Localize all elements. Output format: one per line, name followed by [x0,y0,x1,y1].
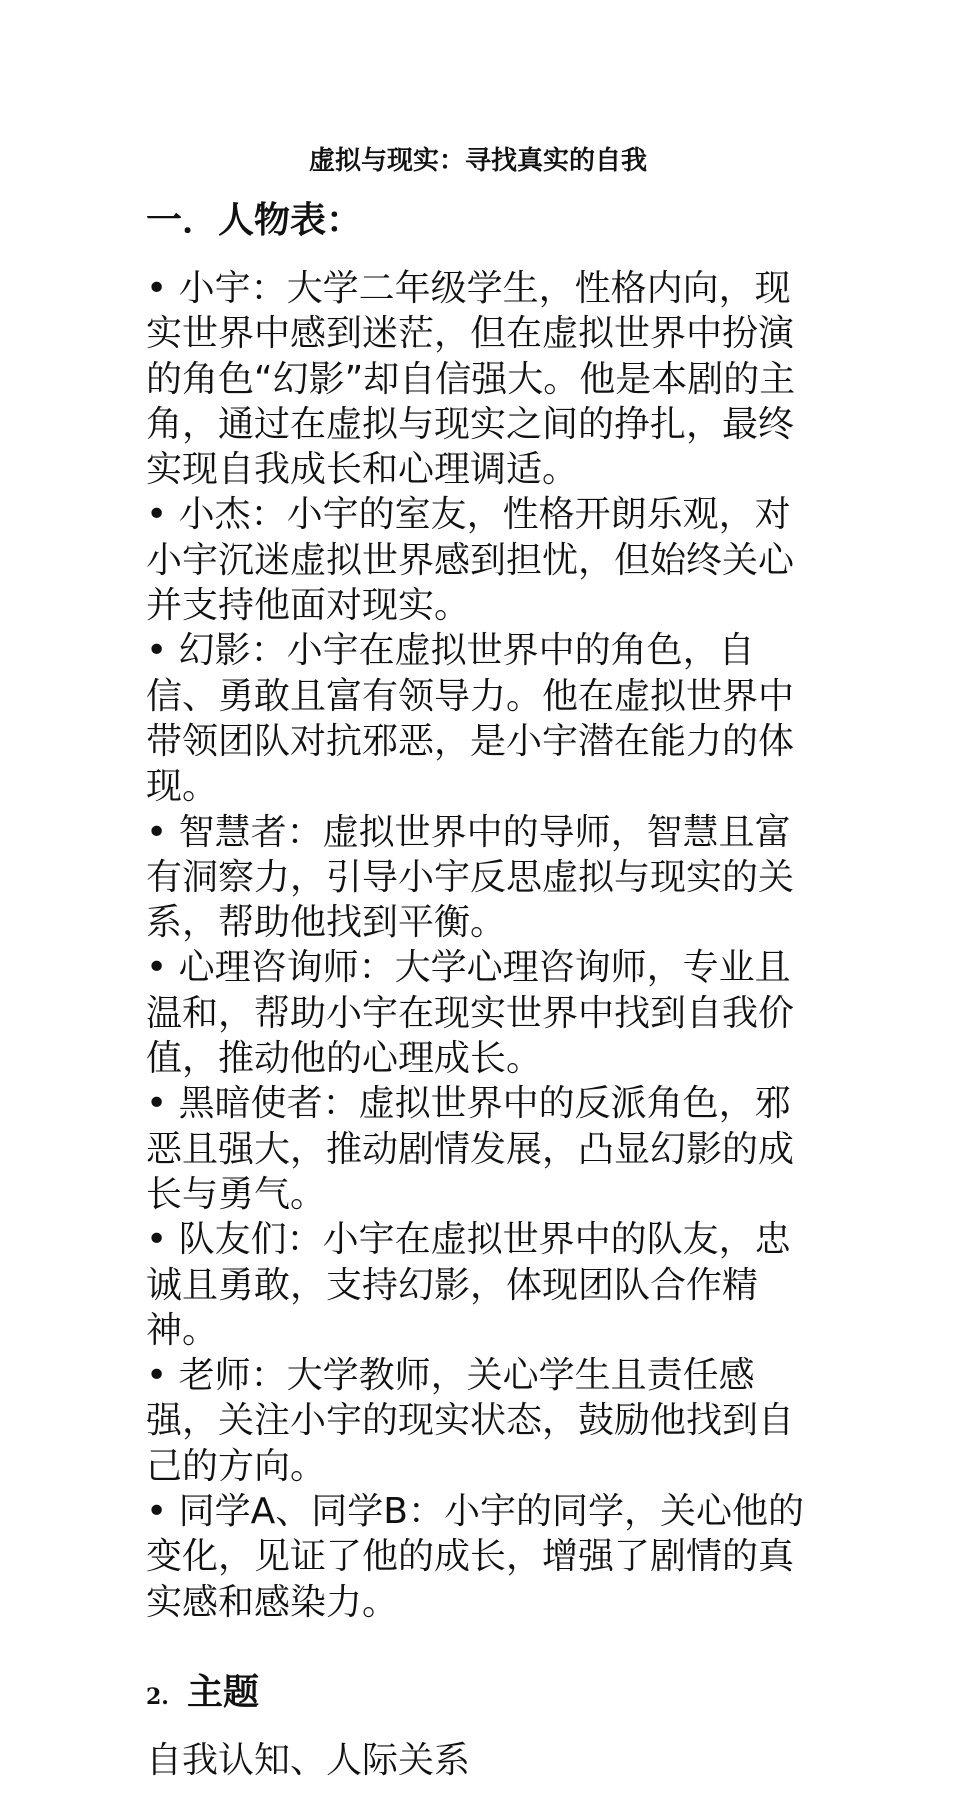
character-item-teacher [146,1353,822,1489]
character-item-counselor [146,945,822,1081]
character-description: 小杰：小宇的室友，性格开朗乐观，对小宇沉迷虚拟世界感到担忧，但始终关心并支持他面对现实。 [146,494,795,627]
bullet-icon: • [146,630,168,672]
character-list-heading: 一．人物表： [146,200,363,241]
bullet-icon: • [146,1083,168,1125]
bullet-icon: • [146,1491,168,1533]
character-description: 智慧者：虚拟世界中的导师，智慧且富有洞察力，引导小宇反思虚拟与现实的关系，帮助他找到平衡。 [146,811,795,944]
section-heading-text: 主题 [186,1672,259,1713]
character-description: 队友们：小宇在虚拟世界中的队友，忠诚且勇敢，支持幻影，体现团队合作精神。 [146,1219,791,1351]
character-description: 同学A、同学B：小宇的同学，关心他的变化，见证了他的成长，增强了剧情的真实感和感染力。 [146,1491,805,1623]
character-description: 黑暗使者：虚拟世界中的反派角色，邪恶且强大，推动剧情发展，凸显幻影的成长与勇气。 [146,1083,795,1215]
bullet-icon: • [146,811,168,853]
character-description: 老师：大学教师，关心学生且责任感强，关注小宇的现实状态，鼓励他找到自己的方向。 [146,1355,795,1487]
section-number: 2. [146,1684,169,1710]
character-item-xiaojie [146,492,822,628]
character-description: 心理咨询师：大学心理咨询师，专业且温和，帮助小宇在现实世界中找到自我价值，推动他的心理成长。 [146,947,795,1080]
bullet-icon: • [146,494,168,536]
document-title: 虚拟与现实：寻找真实的自我 [308,146,647,176]
character-item-classmates [146,1489,822,1625]
theme-heading [146,1670,259,1720]
character-item-huanying [146,628,822,809]
bullet-icon: • [146,268,168,309]
bullet-icon: • [146,947,168,989]
character-description: 小宇：大学二年级学生，性格内向，现实世界中感到迷茫，但在虚拟世界中扮演的角色“幻影”却自信强大。他是本剧的主角，通过在虚拟与现实之间的挣扎，最终实现自我成长和心理调适。 [146,268,796,491]
theme-text: 自我认知、人际关系 [146,1740,471,1781]
character-item-xiaoyu [146,266,822,492]
character-item-teammates [146,1217,822,1353]
character-item-zhihuizhe [146,810,822,946]
character-description: 幻影：小宇在虚拟世界中的角色，自信、勇敢且富有领导力。他在虚拟世界中带领团队对抗邪恶，是小宇潜在能力的体现。 [146,630,795,808]
bullet-icon: • [146,1219,168,1261]
bullet-icon: • [146,1355,168,1397]
character-item-dark-envoy [146,1081,822,1217]
character-list [146,266,822,1625]
